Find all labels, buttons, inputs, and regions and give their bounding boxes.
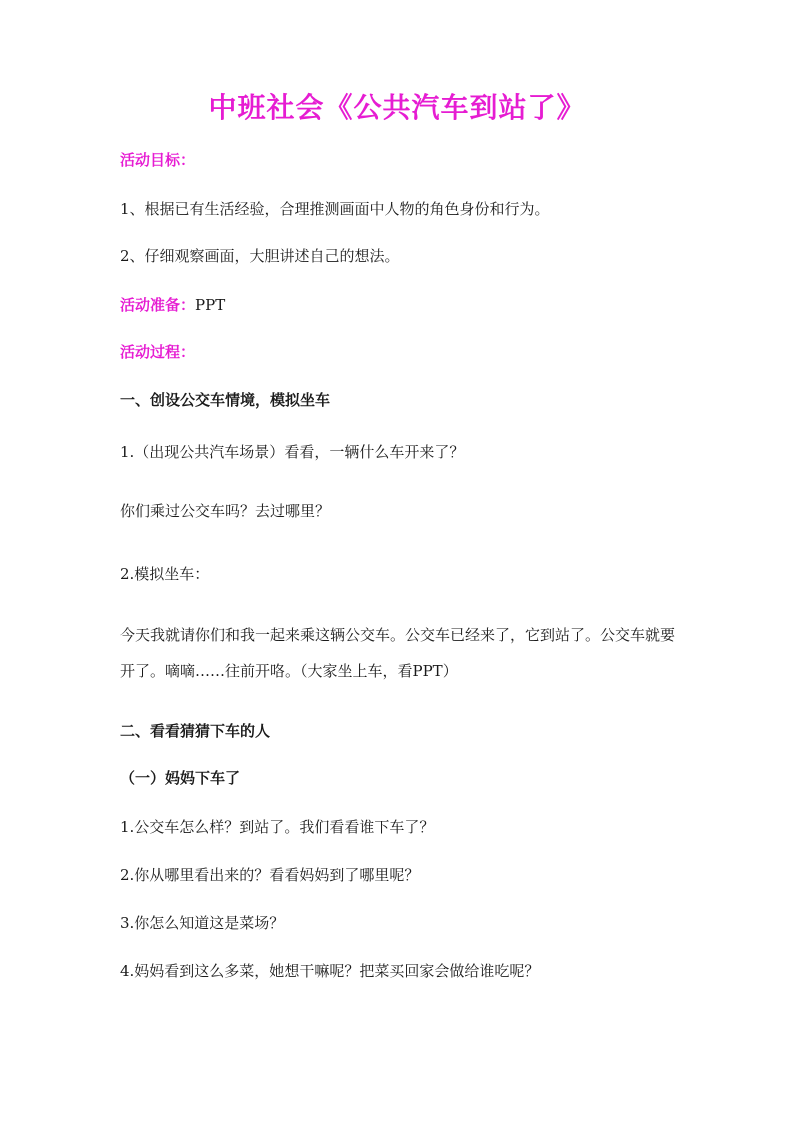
section-2-heading: 二、看看猜猜下车的人	[120, 722, 271, 740]
section-2-question-3: 3.你怎么知道这是菜场？	[120, 914, 285, 932]
section-2-question-4: 4.妈妈看到这么多菜，她想干嘛呢？把菜买回家会做给谁吃呢？	[120, 962, 540, 980]
goal-item-1: 1、根据已有生活经验，合理推测画面中人物的角色身份和行为。	[120, 200, 550, 218]
goal-heading: 活动目标：	[120, 151, 196, 169]
section-2-question-2: 2.你从哪里看出来的？看看妈妈到了哪里呢？	[120, 866, 420, 884]
process-heading: 活动过程：	[120, 343, 196, 361]
prep-value: PPT	[195, 296, 226, 314]
goal-item-2: 2、仔细观察画面，大胆讲述自己的想法。	[120, 247, 400, 265]
document-title: 中班社会《公共汽车到站了》	[208, 91, 586, 124]
section-2-question-1: 1.公交车怎么样？到站了。我们看看谁下车了？	[120, 818, 435, 836]
prep-heading: 活动准备：	[120, 296, 196, 314]
section-1-paragraph: 今天我就请你们和我一起来乘这辆公交车。公交车已经来了，它到站了。公交车就要开了。嘀嘀……往前开咯。（大家坐上车，看PPT）	[120, 626, 676, 680]
section-1-question-2: 2.模拟坐车：	[120, 565, 210, 583]
prep-line	[120, 294, 680, 316]
section-1-question-1b: 你们乘过公交车吗？去过哪里？	[120, 502, 331, 520]
section-1-question-1: 1.（出现公共汽车场景）看看，一辆什么车开来了？	[120, 443, 465, 461]
section-1-heading: 一、创设公交车情境，模拟坐车	[120, 391, 331, 409]
subsection-1-heading: （一）妈妈下车了	[120, 769, 241, 787]
